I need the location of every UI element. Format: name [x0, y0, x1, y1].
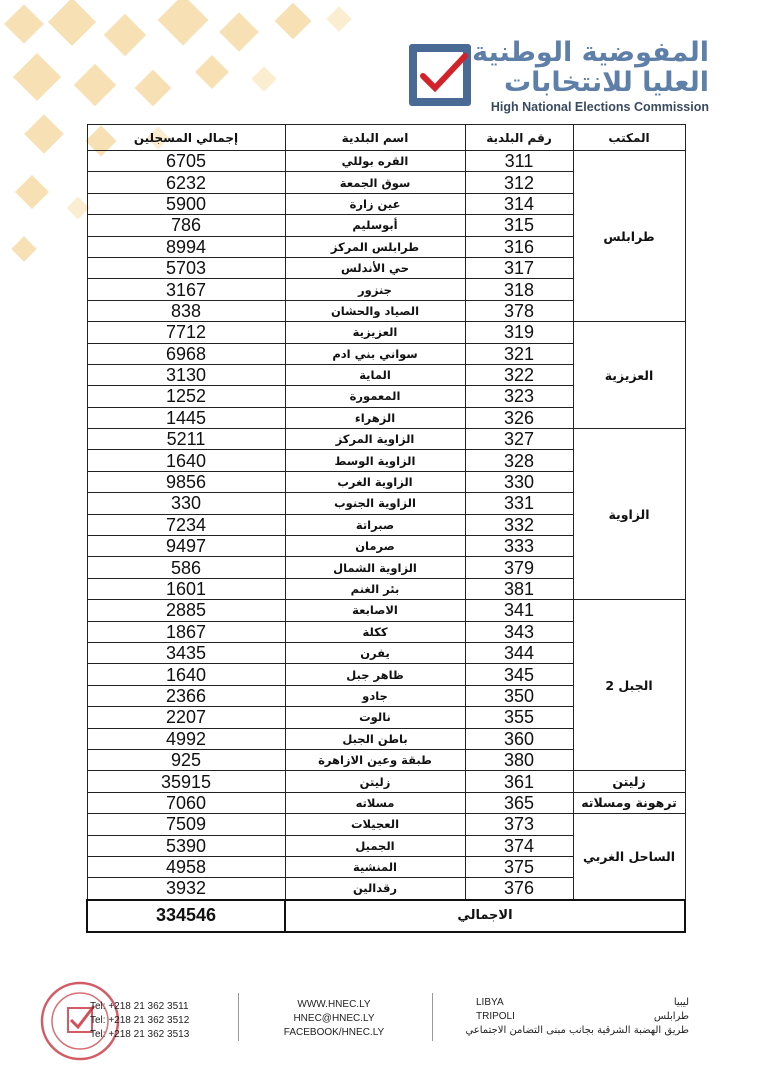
org-name-ar-line1: المفوضية الوطنية: [472, 37, 709, 68]
municipality-name-cell: أبوسليم: [285, 215, 465, 236]
table-row: [87, 792, 685, 813]
office-cell: الزاوية: [573, 429, 685, 600]
municipality-name-cell: جادو: [285, 685, 465, 706]
total-cell: 3130: [87, 364, 285, 385]
municipality-code-cell: 311: [465, 151, 573, 172]
total-cell: 3932: [87, 878, 285, 900]
municipality-code-cell: 374: [465, 835, 573, 856]
total-cell: 3167: [87, 279, 285, 300]
registrations-table: [86, 124, 686, 933]
municipality-code-cell: 319: [465, 322, 573, 343]
total-cell: 5211: [87, 429, 285, 450]
municipality-code-cell: 375: [465, 856, 573, 877]
municipality-name-cell: الزاوية المركز: [285, 429, 465, 450]
grand-total-row: [87, 900, 685, 932]
municipality-name-cell: نالوت: [285, 707, 465, 728]
total-cell: 1640: [87, 450, 285, 471]
total-cell: 2366: [87, 685, 285, 706]
office-cell: طرابلس: [573, 151, 685, 322]
municipality-code-cell: 376: [465, 878, 573, 900]
municipality-code-cell: 316: [465, 236, 573, 257]
total-cell: 4992: [87, 728, 285, 749]
total-cell: 1252: [87, 386, 285, 407]
header-office: المكتب: [573, 125, 685, 151]
table-body: [87, 151, 685, 900]
total-cell: 786: [87, 215, 285, 236]
office-cell: ترهونة ومسلاته: [573, 792, 685, 813]
municipality-name-cell: بئر الغنم: [285, 578, 465, 599]
total-cell: 7234: [87, 514, 285, 535]
registrations-table-wrapper: [86, 124, 686, 933]
org-name-ar-line2: العليا للانتخابات: [503, 67, 709, 98]
table-row: [87, 600, 685, 621]
municipality-name-cell: الماية: [285, 364, 465, 385]
municipality-code-cell: 373: [465, 814, 573, 835]
address-en: [476, 996, 515, 1024]
municipality-name-cell: جنزور: [285, 279, 465, 300]
total-cell: 2885: [87, 600, 285, 621]
municipality-code-cell: 344: [465, 642, 573, 663]
municipality-name-cell: سوق الجمعة: [285, 172, 465, 193]
municipality-name-cell: عين زارة: [285, 193, 465, 214]
municipality-code-cell: 350: [465, 685, 573, 706]
municipality-name-cell: طرابلس المركز: [285, 236, 465, 257]
header-name: اسم البلدية: [285, 125, 465, 151]
header-total: إجمالي المسجلين: [87, 125, 285, 151]
total-cell: 2207: [87, 707, 285, 728]
municipality-name-cell: صبراتة: [285, 514, 465, 535]
municipality-name-cell: الزاوية الغرب: [285, 471, 465, 492]
total-cell: 3435: [87, 642, 285, 663]
municipality-name-cell: ككلة: [285, 621, 465, 642]
municipality-code-cell: 328: [465, 450, 573, 471]
municipality-name-cell: سواني بني ادم: [285, 343, 465, 364]
municipality-code-cell: 331: [465, 493, 573, 514]
total-cell: 586: [87, 557, 285, 578]
total-cell: 1445: [87, 407, 285, 428]
municipality-code-cell: 315: [465, 215, 573, 236]
total-cell: 7060: [87, 792, 285, 813]
address-en-city: TRIPOLI: [476, 1011, 515, 1022]
office-cell: الجبل 2: [573, 600, 685, 771]
phone-2: Tel: +218 21 362 3512: [90, 1015, 190, 1026]
office-cell: الساحل الغربي: [573, 814, 685, 900]
org-name-en: High National Elections Commission: [490, 100, 709, 114]
municipality-name-cell: الاصابعة: [285, 600, 465, 621]
municipality-code-cell: 379: [465, 557, 573, 578]
total-cell: 5900: [87, 193, 285, 214]
municipality-name-cell: حي الأندلس: [285, 257, 465, 278]
total-cell: 7509: [87, 814, 285, 835]
total-cell: 838: [87, 300, 285, 321]
municipality-name-cell: مسلاته: [285, 792, 465, 813]
municipality-code-cell: 360: [465, 728, 573, 749]
municipality-name-cell: باطن الجبل: [285, 728, 465, 749]
phone-3: Tel: +218 21 362 3513: [90, 1029, 190, 1040]
municipality-code-cell: 317: [465, 257, 573, 278]
municipality-name-cell: زليتن: [285, 771, 465, 792]
table-row: [87, 322, 685, 343]
total-cell: 1640: [87, 664, 285, 685]
table-header-row: [87, 125, 685, 151]
contact-info: [272, 998, 396, 1040]
municipality-name-cell: الزهراء: [285, 407, 465, 428]
municipality-name-cell: المنشية: [285, 856, 465, 877]
office-cell: زليتن: [573, 771, 685, 792]
total-cell: 7712: [87, 322, 285, 343]
municipality-name-cell: الزاوية الوسط: [285, 450, 465, 471]
municipality-name-cell: القره بوللي: [285, 151, 465, 172]
total-cell: 8994: [87, 236, 285, 257]
email-link[interactable]: HNEC@HNEC.LY: [293, 1013, 375, 1024]
total-cell: 5703: [87, 257, 285, 278]
total-cell: 925: [87, 749, 285, 770]
municipality-code-cell: 381: [465, 578, 573, 599]
municipality-code-cell: 321: [465, 343, 573, 364]
hnec-logo: [409, 44, 471, 106]
total-cell: 9497: [87, 536, 285, 557]
municipality-code-cell: 355: [465, 707, 573, 728]
municipality-name-cell: الزاوية الجنوب: [285, 493, 465, 514]
website-link[interactable]: WWW.HNEC.LY: [297, 999, 371, 1010]
footer-divider-2: [432, 993, 433, 1041]
total-cell: 1867: [87, 621, 285, 642]
municipality-code-cell: 314: [465, 193, 573, 214]
total-cell: 6232: [87, 172, 285, 193]
municipality-code-cell: 365: [465, 792, 573, 813]
table-row: [87, 771, 685, 792]
total-cell: 5390: [87, 835, 285, 856]
municipality-code-cell: 333: [465, 536, 573, 557]
municipality-name-cell: صرمان: [285, 536, 465, 557]
header-code: رقم البلدية: [465, 125, 573, 151]
office-cell: العزيزية: [573, 322, 685, 429]
total-cell: 6705: [87, 151, 285, 172]
municipality-code-cell: 332: [465, 514, 573, 535]
municipality-code-cell: 323: [465, 386, 573, 407]
municipality-name-cell: الجميل: [285, 835, 465, 856]
municipality-name-cell: الصياد والحشان: [285, 300, 465, 321]
municipality-code-cell: 343: [465, 621, 573, 642]
address-en-country: LIBYA: [476, 997, 504, 1008]
phone-numbers: [90, 1000, 189, 1042]
table-row: [87, 814, 685, 835]
municipality-code-cell: 378: [465, 300, 573, 321]
grand-total-value: 334546: [87, 900, 285, 932]
table-row: [87, 429, 685, 450]
municipality-code-cell: 312: [465, 172, 573, 193]
municipality-code-cell: 345: [465, 664, 573, 685]
municipality-name-cell: العجيلات: [285, 814, 465, 835]
footer-divider-1: [238, 993, 239, 1041]
checkmark-icon: [409, 44, 471, 106]
municipality-code-cell: 327: [465, 429, 573, 450]
municipality-code-cell: 330: [465, 471, 573, 492]
facebook-link[interactable]: FACEBOOK/HNEC.LY: [283, 1027, 385, 1038]
municipality-name-cell: الزاوية الشمال: [285, 557, 465, 578]
address-ar-city: طرابلس: [653, 1011, 689, 1022]
address-ar-country: ليبيا: [673, 997, 689, 1008]
municipality-name-cell: العزيزية: [285, 322, 465, 343]
total-cell: 4958: [87, 856, 285, 877]
total-cell: 6968: [87, 343, 285, 364]
municipality-code-cell: 380: [465, 749, 573, 770]
municipality-code-cell: 361: [465, 771, 573, 792]
total-cell: 35915: [87, 771, 285, 792]
municipality-code-cell: 318: [465, 279, 573, 300]
municipality-name-cell: رقدالين: [285, 878, 465, 900]
address-ar-street: طريق الهضبة الشرقية بجانب مبنى التضامن الاجتماعي: [465, 1025, 689, 1036]
phone-1: Tel: +218 21 362 3511: [90, 1001, 189, 1012]
municipality-name-cell: المعمورة: [285, 386, 465, 407]
municipality-code-cell: 341: [465, 600, 573, 621]
municipality-code-cell: 326: [465, 407, 573, 428]
municipality-code-cell: 322: [465, 364, 573, 385]
grand-total-label: الاجمالي: [285, 900, 685, 932]
total-cell: 330: [87, 493, 285, 514]
table-row: [87, 151, 685, 172]
header: [409, 38, 709, 118]
total-cell: 1601: [87, 578, 285, 599]
municipality-name-cell: ظاهر جبل: [285, 664, 465, 685]
municipality-name-cell: يفرن: [285, 642, 465, 663]
total-cell: 9856: [87, 471, 285, 492]
municipality-name-cell: طبقة وعين الازاهرة: [285, 749, 465, 770]
